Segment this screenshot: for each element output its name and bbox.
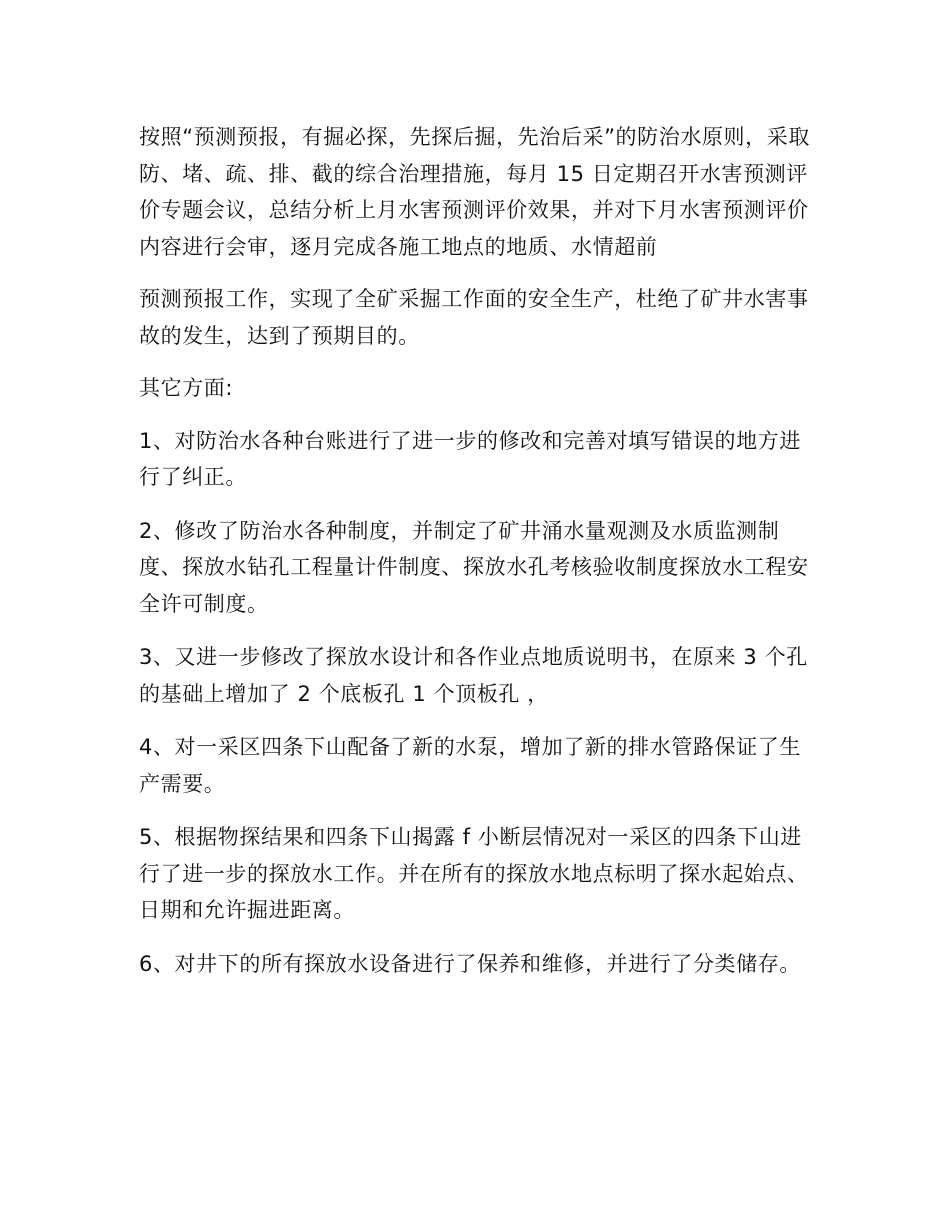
list-item-6: 6、对井下的所有探放水设备进行了保养和维修，并进行了分类储存。 <box>139 951 801 976</box>
list-item-2: 2、修改了防治水各种制度，并制定了矿井涌水量观测及水质监测制度、探放水钻孔工程量计件制度、探放水孔考核验收制度探放水工程安全许可制度。 <box>139 518 809 616</box>
list-item-4: 4、对一采区四条下山配备了新的水泵，增加了新的排水管路保证了生产需要。 <box>139 735 801 796</box>
document-body <box>139 119 811 999</box>
paragraph-intro: 按照“预测预报，有掘必探，先探后掘，先治后采”的防治水原则，采取防、堵、疏、排、截的综合治理措施，每月 15 日定期召开水害预测评价专题会议，总结分析上月水害预测评价效果，并对下月水害预测评价内容进行会审，逐月完成各施工地点的地质、水情超前 <box>139 125 810 259</box>
paragraph-other-aspects-heading: 其它方面: <box>139 376 234 400</box>
list-item-1: 1、对防治水各种台账进行了进一步的修改和完善对填写错误的地方进行了纠正。 <box>139 428 801 489</box>
list-item-5: 5、根据物探结果和四条下山揭露 f 小断层情况对一采区的四条下山进行了进一步的探放水工作。并在所有的探放水地点标明了探水起始点、日期和允许掘进距离。 <box>139 825 809 922</box>
paragraph-continuation: 预测预报工作，实现了全矿采掘工作面的安全生产，杜绝了矿井水害事故的发生，达到了预期目的。 <box>139 287 809 348</box>
list-item-3: 3、又进一步修改了探放水设计和各作业点地质说明书，在原来 3 个孔的基础上增加了 2 个底板孔 1 个顶板孔 ， <box>139 645 808 706</box>
